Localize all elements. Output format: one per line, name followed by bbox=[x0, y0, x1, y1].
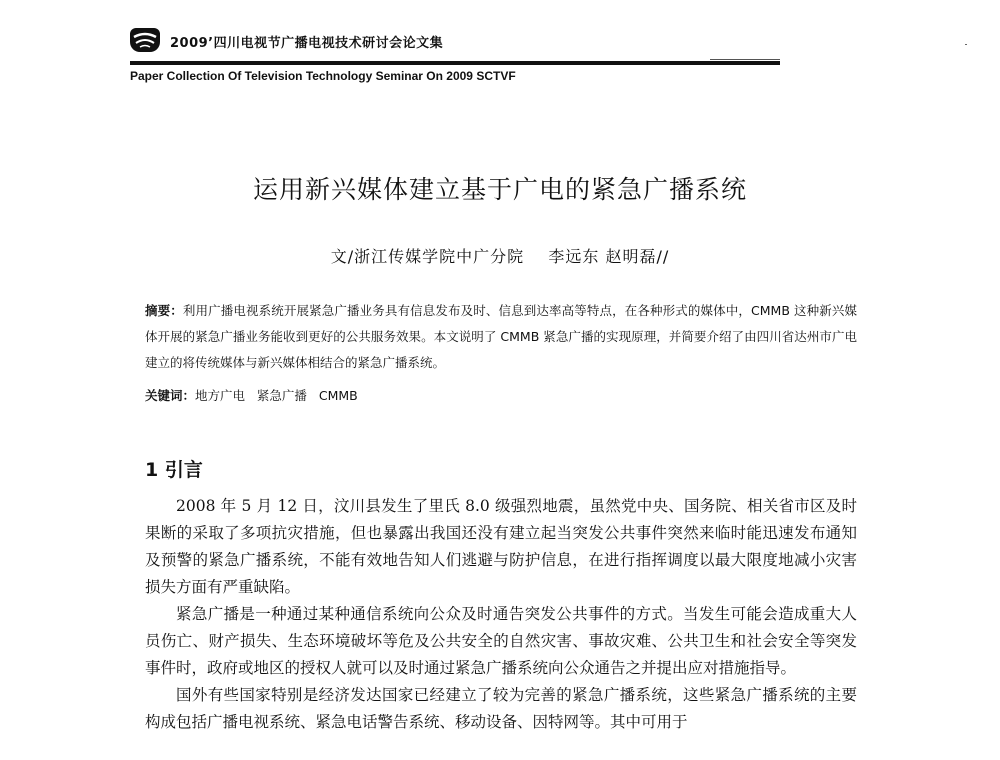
keywords bbox=[145, 385, 857, 407]
header-english-title: Paper Collection Of Television Technology Seminar On 2009 SCTVF bbox=[130, 69, 516, 83]
paragraph: 国外有些国家特别是经济发达国家已经建立了较为完善的紧急广播系统，这些紧急广播系统的主要构成包括广播电视系统、紧急电话警告系统、移动设备、因特网等。其中可用于 bbox=[145, 686, 857, 731]
abstract bbox=[145, 298, 857, 376]
section-body bbox=[145, 493, 857, 736]
header-rule bbox=[130, 61, 780, 65]
paper-title: 运用新兴媒体建立基于广电的紧急广播系统 bbox=[252, 175, 747, 204]
header-chinese-title: 2009’四川电视节广播电视技术研讨会论文集 bbox=[170, 36, 444, 51]
author-line: 文/浙江传媒学院中广分院 李远东 赵明磊// bbox=[330, 247, 670, 266]
keywords-label: 关键词： bbox=[145, 388, 196, 403]
section-heading: 1 引言 bbox=[145, 459, 203, 481]
header-thin-rule bbox=[710, 59, 780, 60]
keywords-text: 地方广电 紧急广播 CMMB bbox=[195, 388, 358, 403]
paragraph: 2008 年 5 月 12 日，汶川县发生了里氏 8.0 级强烈地震，虽然党中央、国务院、相关省市区及时果断的采取了多项抗灾措施，但也暴露出我国还没有建立起当突发公共事件突然来临时能迅速发布通知及预警的紧急广播系统，不能有效地告知人们逃避与防护信息，在进行指挥调度以最大限度地减小灾害损失方面有严重缺陷。 bbox=[145, 497, 857, 596]
abstract-label: 摘要： bbox=[145, 303, 183, 318]
paragraph: 紧急广播是一种通过某种通信系统向公众及时通告突发公共事件的方式。当发生可能会造成重大人员伤亡、财产损失、生态环境破坏等危及公共安全的自然灾害、事故灾难、公共卫生和社会安全等突发事件时，政府或地区的授权人就可以及时通过紧急广播系统向公众通告之并提出应对措施指导。 bbox=[145, 605, 857, 677]
conference-logo-icon bbox=[130, 28, 160, 52]
edge-mark bbox=[965, 44, 967, 45]
abstract-text: 利用广播电视系统开展紧急广播业务具有信息发布及时、信息到达率高等特点，在各种形式的媒体中，CMMB 这种新兴媒体开展的紧急广播业务能收到更好的公共服务效果。本文说明了 CMMB 紧急广播的实现原理，并简要介绍了由四川省达州市广电建立的将传统媒体与新兴媒体相结合的紧急广播系统。 bbox=[145, 303, 857, 370]
